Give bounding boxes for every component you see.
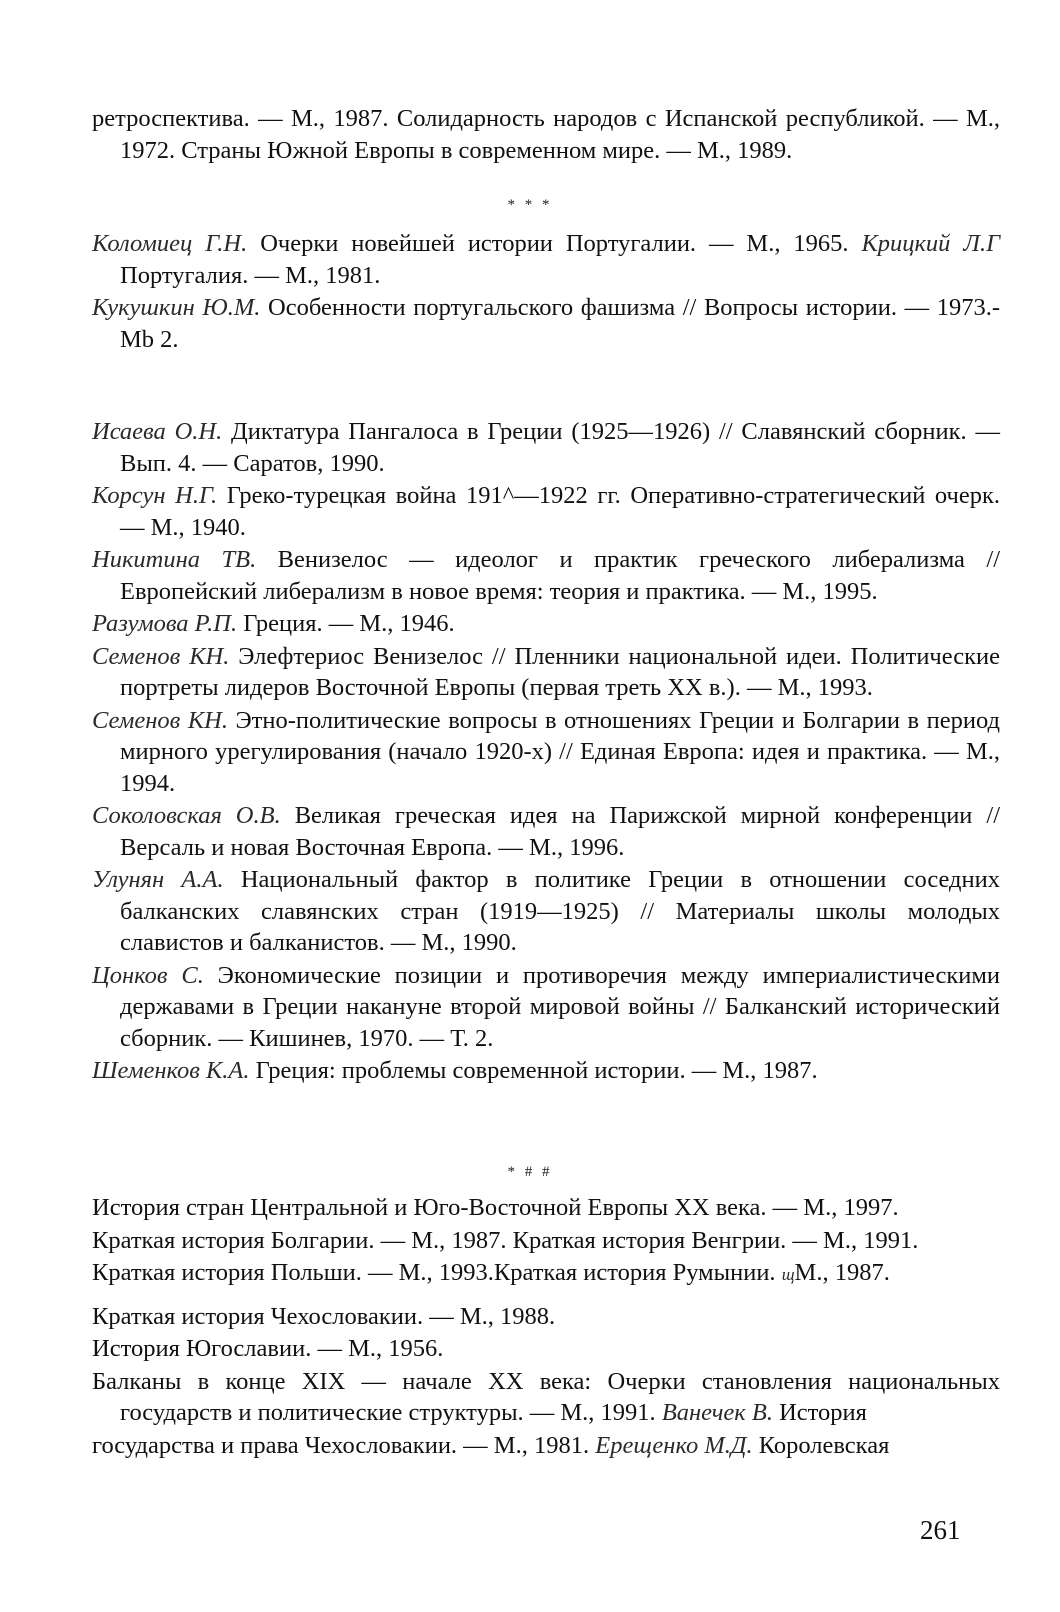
bibliography-entry — [92, 1192, 1000, 1224]
entry-text: История — [772, 1399, 867, 1426]
bibliography-entry — [92, 292, 1000, 355]
scan-artifact-mark: щ — [781, 1265, 795, 1284]
entry-text: Элефтериос Венизелос // Пленники национальной идеи. Политические портреты лидеров Восточной Европы (первая треть XX в.). — М., 1993. — [120, 642, 1000, 701]
bibliography-section-greece — [92, 416, 1000, 1088]
entry-text: Королевская — [752, 1431, 890, 1459]
entry-author: Улунян А.А. — [92, 866, 224, 893]
entry-text: Балканы в конце XIX — начале XX века: Очерки становления национальных государств и политические структуры. — М., 1991. — [92, 1367, 1000, 1426]
entry-author: Соколовская О.В. — [92, 802, 281, 829]
bibliography-entry — [92, 1333, 1000, 1365]
entry-text: Греко-турецкая война 191^—1922 гг. Оперативно-стратегический очерк. — М., 1940. — [120, 482, 1000, 541]
entry-text: Особенности португальского фашизма // Вопросы истории. — 1973.-Mb 2. — [120, 294, 1001, 353]
entry-text: Греция: проблемы современной истории. — М., 1987. — [249, 1057, 818, 1084]
entry-author: Семенов КН. — [92, 642, 230, 670]
entry-text: Экономические позиции и противоречия между империалистическими державами в Греции накануне второй мировой войны // Балканский исторический сборник. — Кишинев, 1970. — Т. 2. — [120, 961, 1000, 1052]
bibliography-entry — [92, 1366, 1000, 1429]
bibliography-entry — [92, 960, 1000, 1055]
bibliography-entry — [92, 1301, 1000, 1333]
bibliography-entry — [92, 416, 1000, 479]
entry-author: Шеменков К.А. — [92, 1057, 250, 1084]
entry-author: Никитина ТВ. — [92, 546, 257, 573]
bibliography-entry — [92, 608, 1000, 640]
entry-text: М., 1987. — [794, 1259, 890, 1286]
section-separator: * * * — [507, 197, 553, 213]
bibliography-section-general — [92, 1192, 1000, 1462]
entry-author: Крицкий Л.Г — [861, 230, 1000, 257]
entry-author: Ванечек В. — [661, 1399, 773, 1426]
entry-text: Национальный фактор в политике Греции в отношении соседних балканских славянских стран (1919—1925) // Материалы школы молодых славистов и балканистов. — М., 1990. — [120, 866, 1000, 956]
entry-text: История Югославии. — М., 1956. — [92, 1335, 444, 1362]
entry-text: Краткая история Болгарии. — М., 1987. Краткая история Венгрии. — М., 1991. — [92, 1226, 919, 1254]
bibliography-entry — [92, 1257, 1000, 1291]
bibliography-entry — [92, 705, 1000, 800]
entry-text: ретроспектива. — М., 1987. Солидарность народов с Испанской республикой. — М., 1972. Страны Южной Европы в современном мире. — М., 1989. — [92, 105, 1000, 164]
entry-author: Семенов КН. — [92, 706, 228, 734]
entry-text: Великая греческая идея на Парижской мирной конференции // Версаль и новая Восточная Европа. — М., 1996. — [120, 802, 1001, 861]
bibliography-continuation — [92, 103, 1000, 167]
bibliography-entry — [92, 1055, 1000, 1087]
bibliography-entry — [92, 641, 1000, 704]
entry-author: Цонков С. — [92, 961, 204, 989]
bibliography-entry — [92, 103, 1000, 166]
bibliography-entry — [92, 544, 1000, 607]
entry-text: Диктатура Пангалоса в Греции (1925—1926) // Славянский сборник. — Вып. 4. — Саратов, 1990. — [120, 418, 1000, 477]
entry-text: История стран Центральной и Юго-Восточной Европы XX века. — М., 1997. — [92, 1194, 899, 1221]
entry-author: Исаева О.Н. — [92, 418, 223, 445]
bibliography-section-portugal — [92, 228, 1000, 356]
entry-text: Очерки новейшей истории Португалии. — М., 1965. — [247, 230, 862, 257]
bibliography-entry — [92, 480, 1000, 543]
entry-text: государства и права Чехословакии. — М., 1981. — [92, 1431, 596, 1459]
entry-text: Венизелос — идеолог и практик греческого либерализма // Европейский либерализм в новое время: теория и практика. — М., 1995. — [120, 546, 1001, 605]
entry-text: Краткая история Польши. — М., 1993.Краткая история Румынии. — [92, 1259, 782, 1286]
bibliography-entry — [92, 1225, 1000, 1257]
section-separator: * # # — [507, 1164, 553, 1180]
bibliography-entry — [92, 864, 1000, 959]
bibliography-entry — [92, 228, 1000, 291]
bibliography-entry — [92, 800, 1000, 863]
entry-text: Краткая история Чехословакии. — М., 1988. — [92, 1302, 556, 1330]
spacer — [92, 1292, 1000, 1301]
entry-author: Кукушкин Ю.М. — [92, 294, 261, 321]
entry-author: Ерещенко М.Д. — [595, 1431, 753, 1459]
entry-text: Этно-политические вопросы в отношениях Греции и Болгарии в период мирного урегулирования (начало 1920-х) // Единая Европа: идея и практика. — М., 1994. — [120, 706, 1000, 797]
entry-text: Греция. — М., 1946. — [237, 610, 455, 637]
bibliography-entry — [92, 1430, 1000, 1462]
entry-author: Коломиец Г.Н. — [92, 230, 248, 257]
entry-author: Корсун Н.Г. — [92, 482, 218, 509]
entry-author: Разумова Р.П. — [92, 610, 238, 637]
entry-text: Португалия. — М., 1981. — [120, 261, 381, 289]
page-number: 261 — [920, 1515, 961, 1545]
